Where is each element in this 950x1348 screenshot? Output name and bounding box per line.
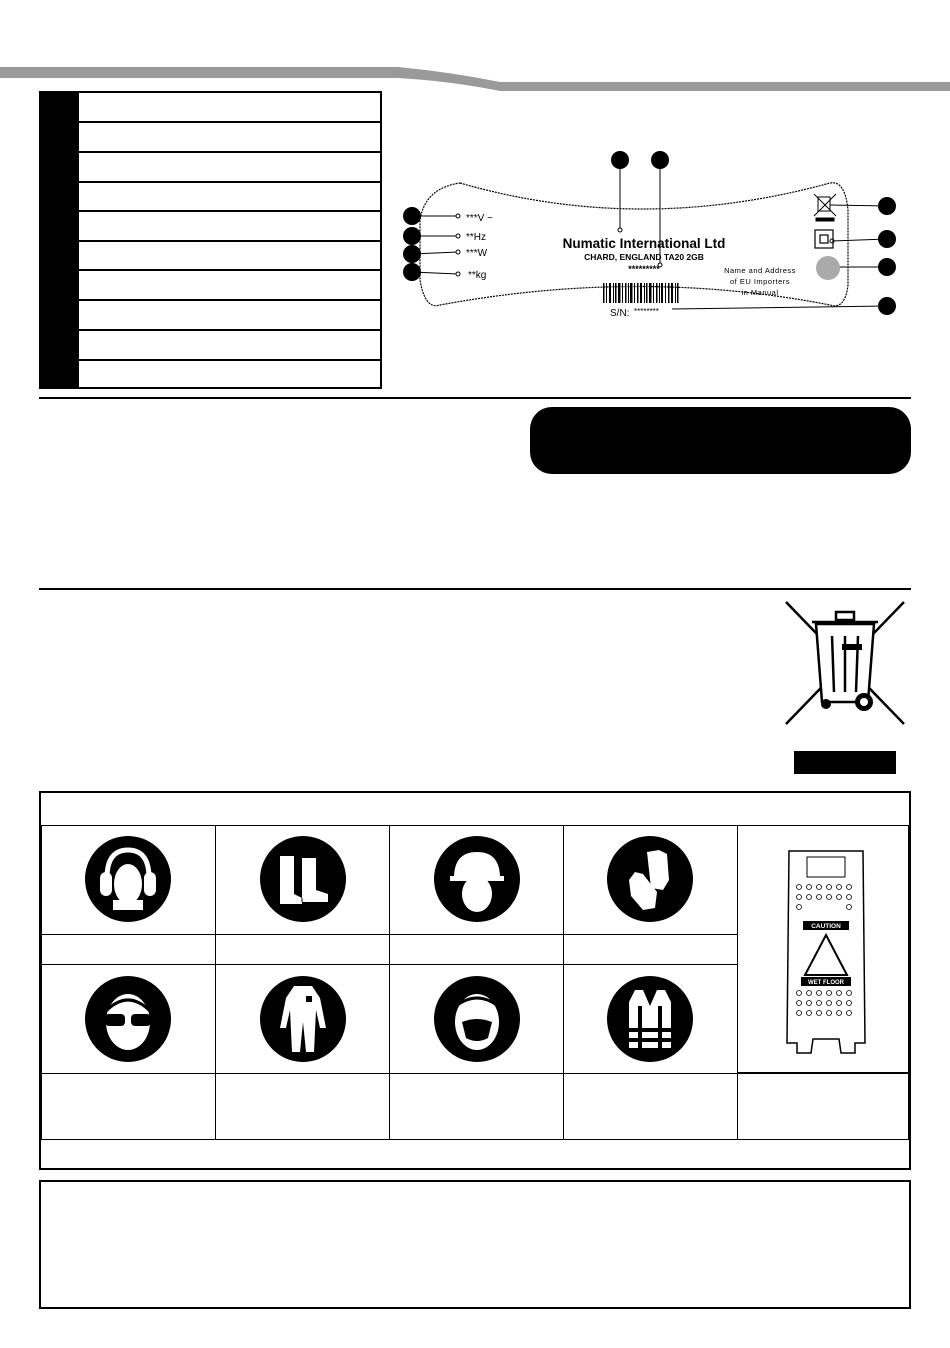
- spec-row: [79, 121, 380, 123]
- hi-vis-vest-icon: [607, 976, 693, 1062]
- ppe-footer-row: [41, 1139, 909, 1168]
- ppe-label-cell: [563, 1073, 738, 1140]
- protective-overall-icon: [260, 976, 346, 1062]
- ear-protection-icon: [85, 836, 171, 922]
- safety-glasses-icon: [85, 976, 171, 1062]
- ppe-header-row: [41, 793, 909, 826]
- note-box: [39, 1180, 911, 1309]
- wet-floor-sign-icon: [781, 843, 871, 1058]
- plate-model-code: *********: [628, 264, 660, 274]
- ppe-label-cell: [737, 1073, 909, 1140]
- ppe-label-cell: [41, 1073, 216, 1140]
- section-divider: [39, 588, 911, 590]
- section-divider: [39, 397, 911, 399]
- plate-frequency: **Hz: [466, 232, 487, 243]
- plate-company: Numatic International Ltd: [562, 236, 726, 251]
- plate-importer-1: Name and Address: [724, 266, 796, 275]
- ppe-label-cell: [41, 934, 216, 965]
- ppe-label-cell: [215, 934, 390, 965]
- spec-row: [79, 181, 380, 183]
- plate-importer-3: in Manual: [741, 288, 779, 297]
- spec-row: [79, 240, 380, 242]
- safety-boots-icon: [260, 836, 346, 922]
- ppe-label-cell: [563, 934, 738, 965]
- plate-weight: **kg: [468, 270, 487, 281]
- ce-mark-placeholder-icon: [816, 256, 840, 280]
- spec-number-column: [41, 93, 79, 387]
- rating-plate: [400, 150, 900, 330]
- ppe-label-cell: [389, 934, 564, 965]
- plate-importer-2: of EU Importers: [729, 277, 791, 286]
- spec-row: [79, 210, 380, 212]
- plate-serial-label: S/N:: [610, 308, 630, 319]
- hard-hat-icon: [434, 836, 520, 922]
- protective-gloves-icon: [607, 836, 693, 922]
- ppe-table: [39, 791, 911, 1170]
- face-mask-icon: [434, 976, 520, 1062]
- spec-row: [79, 269, 380, 271]
- sign-caution-text: CAUTION: [811, 923, 841, 930]
- plate-address: CHARD, ENGLAND TA20 2GB: [584, 252, 704, 262]
- ppe-label-cell: [215, 1073, 390, 1140]
- weee-bar: [794, 751, 896, 774]
- spec-row: [79, 359, 380, 361]
- spec-table: [39, 91, 382, 389]
- weee-bin-icon: [782, 598, 908, 728]
- spec-row: [79, 151, 380, 153]
- spec-row: [79, 299, 380, 301]
- sign-wet-floor-text: WET FLOOR: [808, 980, 844, 986]
- plate-voltage: ***V ~: [466, 213, 493, 224]
- warning-banner: [530, 407, 911, 474]
- spec-row: [79, 329, 380, 331]
- plate-power: ***W: [466, 248, 488, 259]
- ppe-label-cell: [389, 1073, 564, 1140]
- plate-serial-value: ********: [634, 307, 659, 316]
